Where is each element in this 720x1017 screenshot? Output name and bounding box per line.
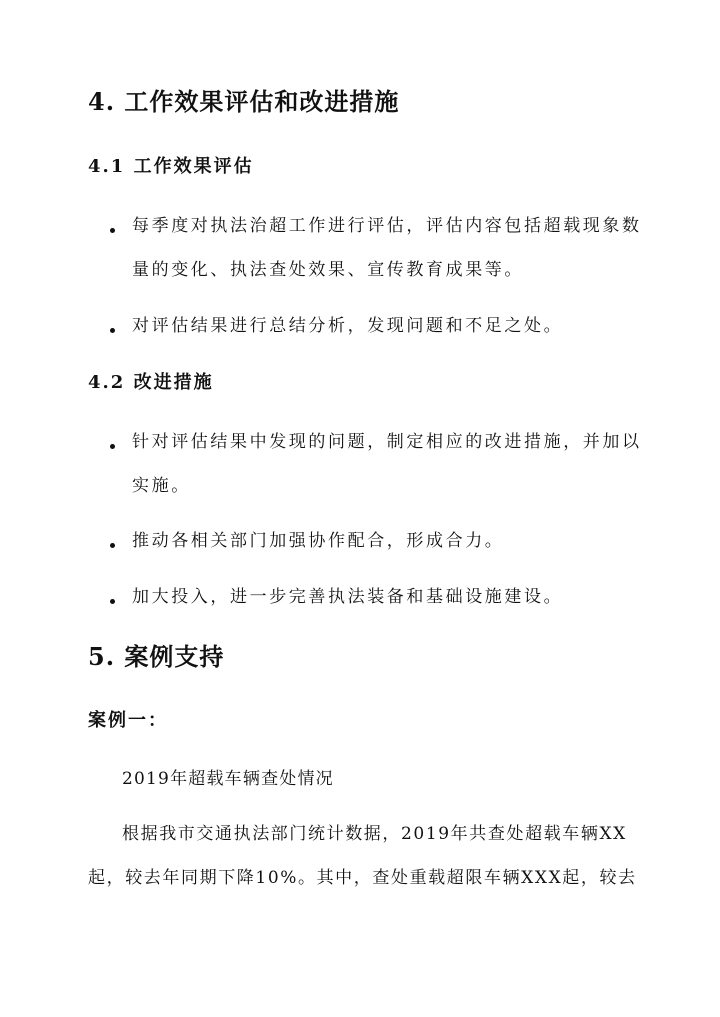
list-item-line: 推动各相关部门加强协作配合，形成合力。 <box>132 531 505 551</box>
section-5-heading: 5. 案例支持 <box>88 642 225 671</box>
list-item-line: 量的变化、执法查处效果、宣传教育成果等。 <box>132 260 524 280</box>
list-item-line: 针对评估结果中发现的问题，制定相应的改进措施，并加以 <box>132 432 642 452</box>
bullet-dot <box>110 228 115 233</box>
bullet-dot <box>110 543 115 548</box>
list-item-line: 对评估结果进行总结分析，发现问题和不足之处。 <box>132 316 564 336</box>
case-paragraph-line: 起，较去年同期下降10%。其中，查处重载超限车辆XXX起，较去 <box>88 868 637 888</box>
bullet-dot <box>110 328 115 333</box>
section-4-heading: 4. 工作效果评估和改进措施 <box>88 87 400 116</box>
bullet-dot <box>110 444 115 449</box>
case-label: 案例一： <box>88 710 168 731</box>
bullet-dot <box>110 599 115 604</box>
list-item-line: 加大投入，进一步完善执法装备和基础设施建设。 <box>132 587 564 607</box>
list-item-line: 每季度对执法治超工作进行评估，评估内容包括超载现象数 <box>132 216 642 236</box>
case-title: 2019年超载车辆查处情况 <box>122 769 334 789</box>
case-paragraph-line: 根据我市交通执法部门统计数据，2019年共查处超载车辆XX <box>122 824 627 844</box>
subsection-4-2-heading: 4.2 改进措施 <box>88 372 214 393</box>
subsection-4-1-heading: 4.1 工作效果评估 <box>88 156 254 177</box>
list-item-line: 实施。 <box>132 476 191 496</box>
